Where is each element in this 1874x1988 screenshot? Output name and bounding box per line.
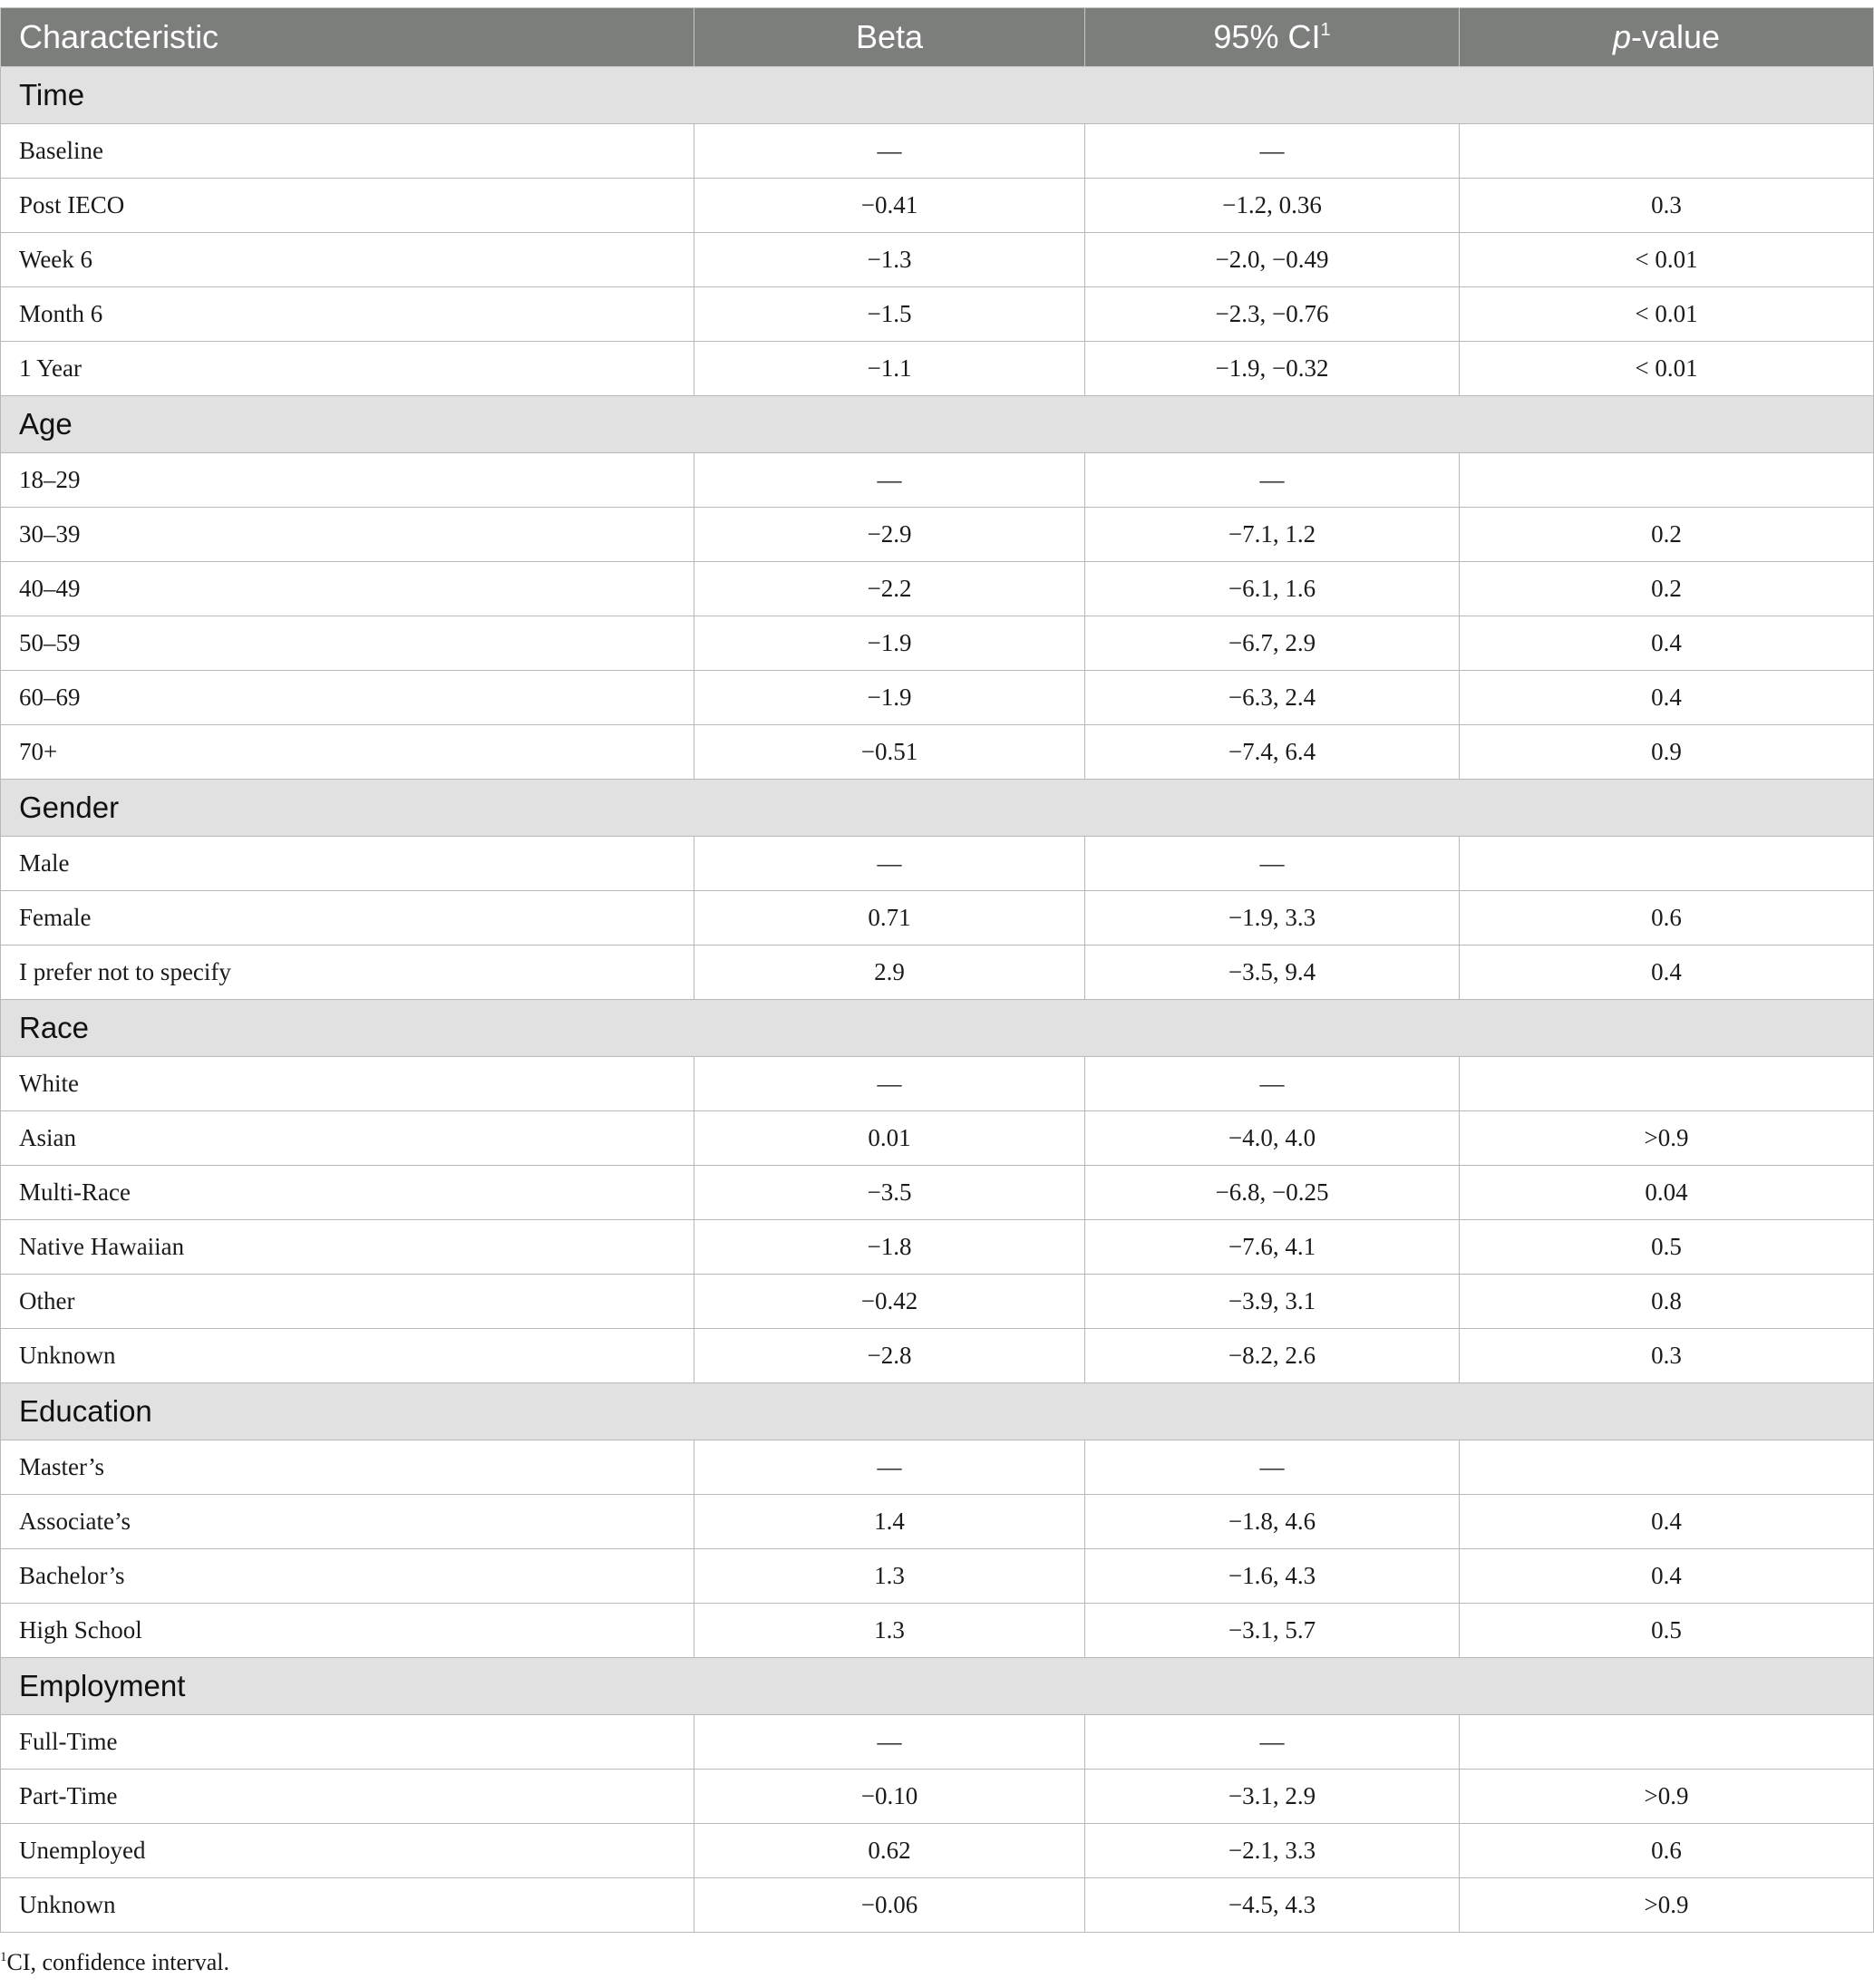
group-label: Time — [1, 67, 1874, 124]
ci-cell: −8.2, 2.6 — [1085, 1329, 1460, 1383]
group-row — [1, 780, 1874, 837]
group-row — [1, 67, 1874, 124]
characteristic-cell: 30–39 — [1, 508, 694, 562]
table-row — [1, 508, 1874, 562]
beta-cell: 0.01 — [694, 1111, 1085, 1166]
p-value-cell — [1460, 1715, 1874, 1770]
table-body — [1, 67, 1874, 1933]
ci-cell: −6.8, −0.25 — [1085, 1166, 1460, 1220]
table-row — [1, 616, 1874, 671]
beta-cell: — — [694, 837, 1085, 891]
header-row — [1, 8, 1874, 67]
p-value-cell: >0.9 — [1460, 1770, 1874, 1824]
group-row — [1, 396, 1874, 453]
beta-cell: −0.06 — [694, 1878, 1085, 1933]
p-value-cell: 0.4 — [1460, 616, 1874, 671]
beta-cell: −2.8 — [694, 1329, 1085, 1383]
characteristic-cell: 50–59 — [1, 616, 694, 671]
ci-cell: — — [1085, 1715, 1460, 1770]
p-value-cell: < 0.01 — [1460, 233, 1874, 287]
table-row — [1, 342, 1874, 396]
p-value-cell: 0.2 — [1460, 562, 1874, 616]
ci-cell: −3.9, 3.1 — [1085, 1275, 1460, 1329]
characteristic-cell: I prefer not to specify — [1, 946, 694, 1000]
table-row — [1, 1549, 1874, 1604]
characteristic-cell: Bachelor’s — [1, 1549, 694, 1604]
characteristic-cell: Female — [1, 891, 694, 946]
group-label: Education — [1, 1383, 1874, 1440]
p-value-cell: 0.6 — [1460, 1824, 1874, 1878]
beta-cell: −1.1 — [694, 342, 1085, 396]
characteristic-cell: White — [1, 1057, 694, 1111]
table-row — [1, 562, 1874, 616]
characteristic-cell: Full-Time — [1, 1715, 694, 1770]
table-row — [1, 1495, 1874, 1549]
ci-cell: −7.6, 4.1 — [1085, 1220, 1460, 1275]
table-row — [1, 946, 1874, 1000]
characteristic-cell: 18–29 — [1, 453, 694, 508]
beta-cell: −1.3 — [694, 233, 1085, 287]
beta-cell: 0.62 — [694, 1824, 1085, 1878]
beta-cell: 0.71 — [694, 891, 1085, 946]
characteristic-cell: Associate’s — [1, 1495, 694, 1549]
table-row — [1, 1770, 1874, 1824]
table-row — [1, 1220, 1874, 1275]
ci-cell: −2.0, −0.49 — [1085, 233, 1460, 287]
characteristic-cell: 1 Year — [1, 342, 694, 396]
p-value-cell — [1460, 837, 1874, 891]
header-p-value — [1460, 8, 1874, 67]
characteristic-cell: Month 6 — [1, 287, 694, 342]
p-value-cell: 0.2 — [1460, 508, 1874, 562]
ci-cell: −1.8, 4.6 — [1085, 1495, 1460, 1549]
table-row — [1, 124, 1874, 179]
ci-cell: — — [1085, 1440, 1460, 1495]
p-value-cell: 0.3 — [1460, 179, 1874, 233]
characteristic-cell: Post IECO — [1, 179, 694, 233]
characteristic-cell: Unemployed — [1, 1824, 694, 1878]
p-value-cell: < 0.01 — [1460, 342, 1874, 396]
group-row — [1, 1658, 1874, 1715]
characteristic-cell: 40–49 — [1, 562, 694, 616]
ci-cell: −4.0, 4.0 — [1085, 1111, 1460, 1166]
table-footnote — [0, 1949, 229, 1976]
beta-cell: — — [694, 1057, 1085, 1111]
table-row — [1, 671, 1874, 725]
beta-cell: −0.10 — [694, 1770, 1085, 1824]
footnote-marker: 1 — [0, 1950, 7, 1964]
p-value-cell: 0.4 — [1460, 1495, 1874, 1549]
characteristic-cell: Native Hawaiian — [1, 1220, 694, 1275]
characteristic-cell: 60–69 — [1, 671, 694, 725]
beta-cell: 1.3 — [694, 1604, 1085, 1658]
table-row — [1, 725, 1874, 780]
ci-cell: −4.5, 4.3 — [1085, 1878, 1460, 1933]
ci-cell: −7.1, 1.2 — [1085, 508, 1460, 562]
p-value-cell: 0.4 — [1460, 1549, 1874, 1604]
ci-cell: −2.1, 3.3 — [1085, 1824, 1460, 1878]
ci-cell: −3.5, 9.4 — [1085, 946, 1460, 1000]
characteristic-cell: Week 6 — [1, 233, 694, 287]
table-row — [1, 1057, 1874, 1111]
ci-cell: −3.1, 2.9 — [1085, 1770, 1460, 1824]
ci-cell: −1.6, 4.3 — [1085, 1549, 1460, 1604]
ci-cell: −3.1, 5.7 — [1085, 1604, 1460, 1658]
ci-cell: — — [1085, 124, 1460, 179]
beta-cell: 1.4 — [694, 1495, 1085, 1549]
header-characteristic: Characteristic — [1, 8, 694, 67]
ci-cell: — — [1085, 453, 1460, 508]
p-value-cell: 0.8 — [1460, 1275, 1874, 1329]
p-value-cell — [1460, 124, 1874, 179]
beta-cell: −2.9 — [694, 508, 1085, 562]
header-ci-footnote-marker: 1 — [1320, 20, 1331, 40]
ci-cell: — — [1085, 837, 1460, 891]
p-value-cell: 0.4 — [1460, 946, 1874, 1000]
table-row — [1, 287, 1874, 342]
table-row — [1, 1329, 1874, 1383]
characteristic-cell: 70+ — [1, 725, 694, 780]
characteristic-cell: Master’s — [1, 1440, 694, 1495]
table-row — [1, 1878, 1874, 1933]
header-ci — [1085, 8, 1460, 67]
p-value-cell — [1460, 453, 1874, 508]
table-row — [1, 837, 1874, 891]
table-row — [1, 233, 1874, 287]
p-value-cell: 0.9 — [1460, 725, 1874, 780]
characteristic-cell: Multi-Race — [1, 1166, 694, 1220]
beta-cell: −1.8 — [694, 1220, 1085, 1275]
p-value-cell: 0.5 — [1460, 1604, 1874, 1658]
characteristic-cell: Unknown — [1, 1878, 694, 1933]
group-row — [1, 1383, 1874, 1440]
characteristic-cell: Male — [1, 837, 694, 891]
ci-cell: −7.4, 6.4 — [1085, 725, 1460, 780]
results-table-container — [0, 7, 1874, 1933]
p-value-cell: >0.9 — [1460, 1111, 1874, 1166]
p-value-cell — [1460, 1057, 1874, 1111]
ci-cell: −6.1, 1.6 — [1085, 562, 1460, 616]
beta-cell: −0.51 — [694, 725, 1085, 780]
ci-cell: — — [1085, 1057, 1460, 1111]
beta-cell: 1.3 — [694, 1549, 1085, 1604]
p-value-cell: 0.3 — [1460, 1329, 1874, 1383]
p-value-cell: < 0.01 — [1460, 287, 1874, 342]
regression-table — [0, 7, 1874, 1933]
ci-cell: −1.9, −0.32 — [1085, 342, 1460, 396]
table-row — [1, 1715, 1874, 1770]
table-row — [1, 1440, 1874, 1495]
beta-cell: −1.9 — [694, 671, 1085, 725]
beta-cell: — — [694, 124, 1085, 179]
p-value-cell: >0.9 — [1460, 1878, 1874, 1933]
group-label: Gender — [1, 780, 1874, 837]
group-label: Employment — [1, 1658, 1874, 1715]
header-ci-text: 95% CI — [1213, 18, 1321, 55]
p-value-cell: 0.4 — [1460, 671, 1874, 725]
beta-cell: 2.9 — [694, 946, 1085, 1000]
ci-cell: −6.3, 2.4 — [1085, 671, 1460, 725]
table-row — [1, 1111, 1874, 1166]
p-value-cell: 0.5 — [1460, 1220, 1874, 1275]
beta-cell: — — [694, 1715, 1085, 1770]
group-label: Age — [1, 396, 1874, 453]
beta-cell: — — [694, 453, 1085, 508]
characteristic-cell: Other — [1, 1275, 694, 1329]
footnote-text: CI, confidence interval. — [6, 1949, 229, 1975]
characteristic-cell: Asian — [1, 1111, 694, 1166]
ci-cell: −2.3, −0.76 — [1085, 287, 1460, 342]
group-row — [1, 1000, 1874, 1057]
beta-cell: −2.2 — [694, 562, 1085, 616]
beta-cell: −0.41 — [694, 179, 1085, 233]
beta-cell: −3.5 — [694, 1166, 1085, 1220]
characteristic-cell: Part-Time — [1, 1770, 694, 1824]
group-label: Race — [1, 1000, 1874, 1057]
p-value-cell — [1460, 1440, 1874, 1495]
table-row — [1, 1166, 1874, 1220]
header-p-italic: p — [1612, 18, 1631, 55]
ci-cell: −6.7, 2.9 — [1085, 616, 1460, 671]
table-row — [1, 453, 1874, 508]
header-p-rest: -value — [1630, 18, 1721, 55]
table-row — [1, 1275, 1874, 1329]
table-row — [1, 1824, 1874, 1878]
table-row — [1, 891, 1874, 946]
header-beta: Beta — [694, 8, 1085, 67]
beta-cell: −0.42 — [694, 1275, 1085, 1329]
beta-cell: −1.9 — [694, 616, 1085, 671]
p-value-cell: 0.6 — [1460, 891, 1874, 946]
beta-cell: −1.5 — [694, 287, 1085, 342]
table-row — [1, 179, 1874, 233]
p-value-cell: 0.04 — [1460, 1166, 1874, 1220]
ci-cell: −1.2, 0.36 — [1085, 179, 1460, 233]
table-row — [1, 1604, 1874, 1658]
characteristic-cell: High School — [1, 1604, 694, 1658]
beta-cell: — — [694, 1440, 1085, 1495]
characteristic-cell: Baseline — [1, 124, 694, 179]
ci-cell: −1.9, 3.3 — [1085, 891, 1460, 946]
characteristic-cell: Unknown — [1, 1329, 694, 1383]
